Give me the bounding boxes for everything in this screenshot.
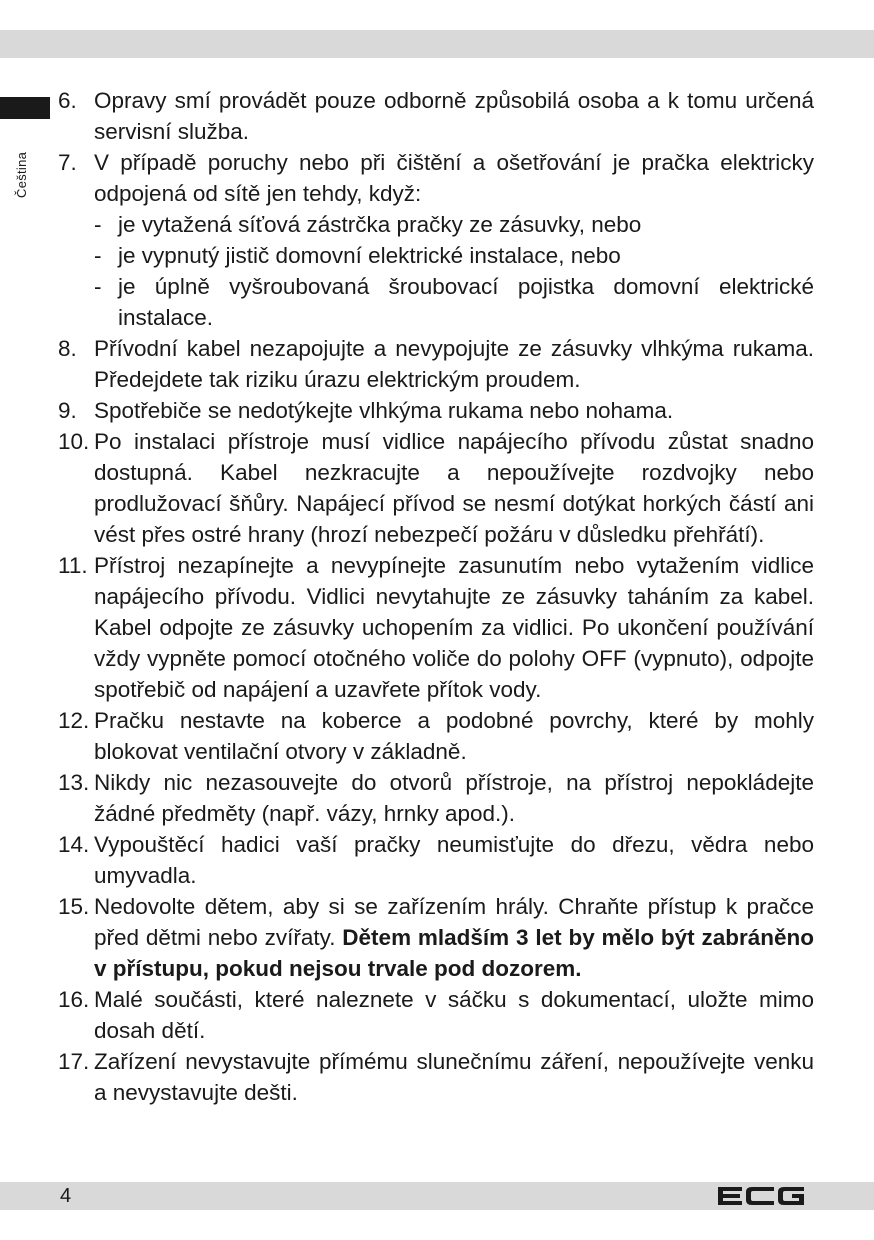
list-item <box>58 829 814 891</box>
item-number: 6. <box>58 88 77 113</box>
header-band <box>0 30 874 58</box>
sub-item-text: je vypnutý jistič domovní elektrické instalace, nebo <box>118 243 621 268</box>
item-number: 12. <box>58 708 90 733</box>
item-text: Malé součásti, které naleznete v sáčku s dokumentací, uložte mimo dosah dětí. <box>94 987 814 1043</box>
list-item <box>58 550 814 705</box>
dash-marker: - <box>94 274 102 299</box>
ecg-logo-svg <box>716 1184 806 1208</box>
sub-item <box>94 240 814 271</box>
item-text: Přístroj nezapínejte a nevypínejte zasunutím nebo vytažením vidlice napájecího přívodu. Vidlici nevytahujte ze zásuvky taháním za kabel. Kabel odpojte ze zásuvky uchopením za vidlici. Po ukončení používání vždy vypněte pomocí otočného voliče do polohy OFF (vypnuto), odpojte spotřebič od napájení a uzavřete přítok vody. <box>94 553 814 702</box>
list-item <box>58 426 814 550</box>
language-tab-marker <box>0 97 50 119</box>
instructions-list <box>58 85 814 1108</box>
item-number: 8. <box>58 336 77 361</box>
item-body <box>94 891 814 984</box>
page-number: 4 <box>60 1185 72 1207</box>
item-text: Spotřebiče se nedotýkejte vlhkýma rukama nebo nohama. <box>94 398 674 423</box>
item-text: Nikdy nic nezasouvejte do otvorů přístroje, na přístroj nepokládejte žádné předměty (např. vázy, hrnky apod.). <box>94 770 814 826</box>
sub-item-text: je vytažená síťová zástrčka pračky ze zásuvky, nebo <box>118 212 642 237</box>
item-text: Opravy smí provádět pouze odborně způsobilá osoba a k tomu určená servisní služba. <box>94 88 814 144</box>
item-body <box>94 147 814 333</box>
item-text: Vypouštěcí hadici vaší pračky neumisťujte do dřezu, vědra nebo umyvadla. <box>94 832 814 888</box>
ecg-logo-icon <box>716 1184 806 1208</box>
item-text: V případě poruchy nebo při čištění a ošetřování je pračka elektricky odpojená od sítě jen tehdy, když: <box>94 150 814 206</box>
item-number: 15. <box>58 894 90 919</box>
list-item <box>58 395 814 426</box>
item-number: 7. <box>58 150 77 175</box>
list-item <box>58 984 814 1046</box>
item-number: 17. <box>58 1049 90 1074</box>
item-text: Pračku nestavte na koberce a podobné povrchy, které by mohly blokovat ventilační otvory v základně. <box>94 708 814 764</box>
sub-item <box>94 271 814 333</box>
dash-marker: - <box>94 243 102 268</box>
list-item <box>58 1046 814 1108</box>
sub-item-text: je úplně vyšroubovaná šroubovací pojistka domovní elektrické instalace. <box>118 274 814 330</box>
list-item <box>58 705 814 767</box>
list-item <box>58 767 814 829</box>
item-text: Přívodní kabel nezapojujte a nevypojujte ze zásuvky vlhkýma rukama. Předejdete tak riziku úrazu elektrickým proudem. <box>94 336 814 392</box>
item-number: 11. <box>58 553 88 578</box>
list-item <box>58 891 814 984</box>
item-text: Nedovolte dětem, aby si se zařízením hrály. Chraňte přístup k pračce před dětmi nebo zvířaty. <box>94 894 814 950</box>
item-number: 16. <box>58 987 90 1012</box>
list-item <box>58 147 814 333</box>
item-number: 10. <box>58 429 90 454</box>
dash-marker: - <box>94 212 102 237</box>
item-number: 9. <box>58 398 77 423</box>
item-text: Zařízení nevystavujte přímému slunečnímu záření, nepoužívejte venku a nevystavujte dešti. <box>94 1049 814 1105</box>
item-text: Po instalaci přístroje musí vidlice napájecího přívodu zůstat snadno dostupná. Kabel nezkracujte a nepoužívejte rozdvojky nebo prodlužovací šňůry. Napájecí přívod se nesmí dotýkat horkých částí ani vést přes ostré hrany (hrozí nebezpečí požáru v důsledku přehřátí). <box>94 429 814 547</box>
item-warning-bold: Dětem mladším 3 let by mělo být zabráněno v přístupu, pokud nejsou trvale pod dozorem. <box>94 925 814 981</box>
item-number: 14. <box>58 832 90 857</box>
item-number: 13. <box>58 770 90 795</box>
list-item <box>58 333 814 395</box>
list-item <box>58 85 814 147</box>
language-tab-label: Čeština <box>14 151 29 198</box>
sub-item <box>94 209 814 240</box>
